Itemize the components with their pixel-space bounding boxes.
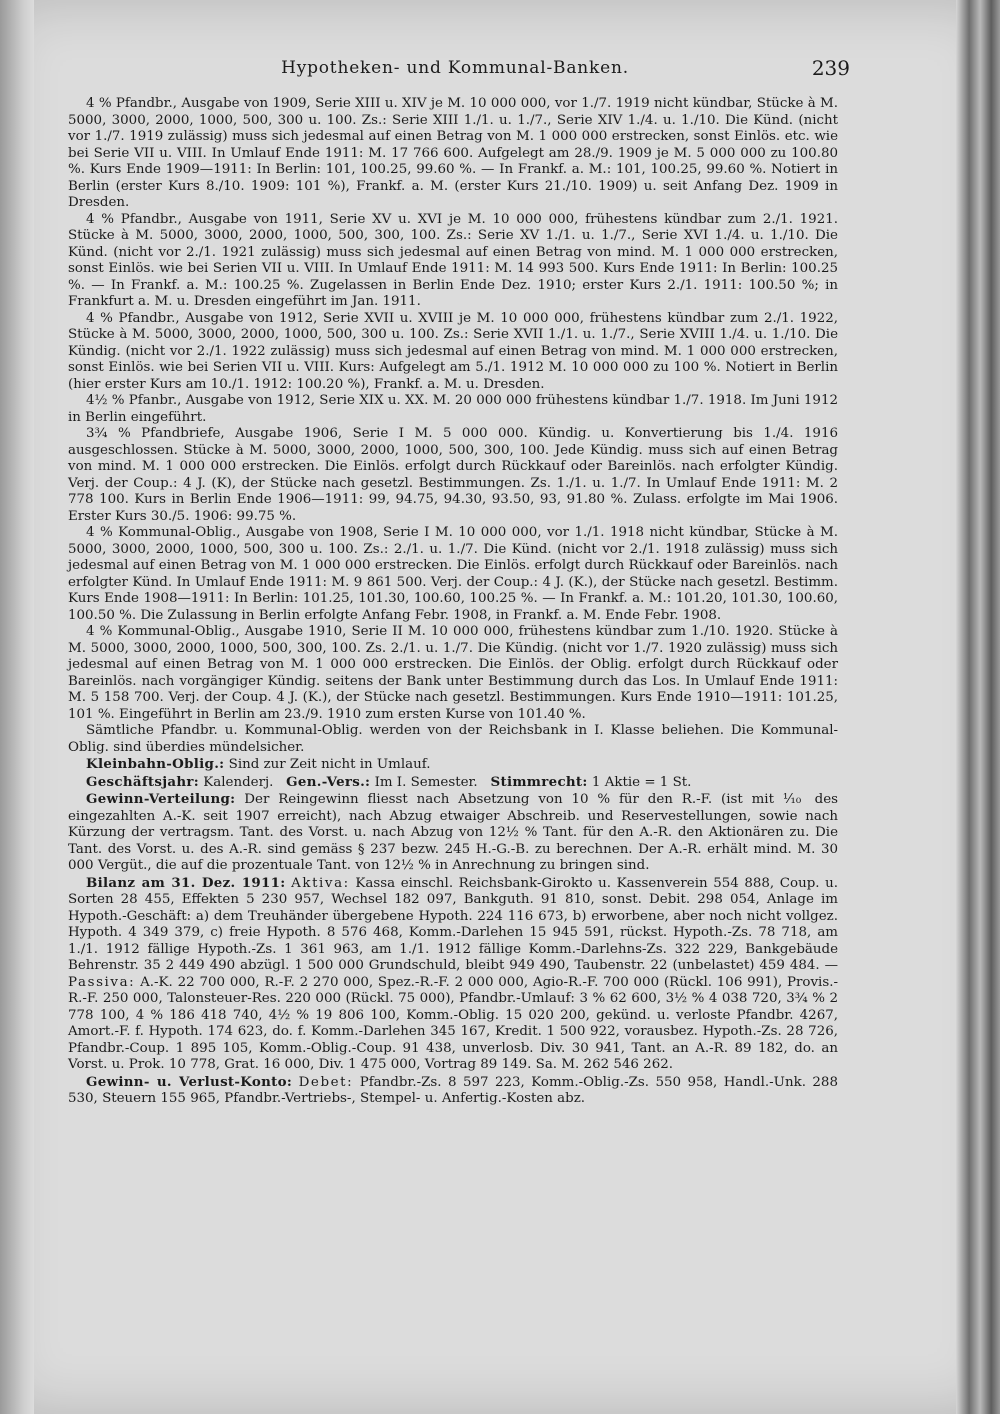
paragraph-kommunal-1908: 4 % Kommunal-Oblig., Ausgabe von 1908, Serie I M. 10 000 000, vor 1./1. 1918 nicht kündbar, Stücke à M. 5000, 3000, 2000, 1000, 500, 300 u. 100. Zs.: 2./1. u. 1./7. Die Künd. (nicht vor 2./1. 1918 zulässig) muss sich jedesmal auf einen Betrag von M. 1 000 000 erstrecken. Die Einlös. erfolgt durch Rückkauf oder Bareinlös. nach erfolgter Künd. In Umlauf Ende 1911: M. 9 861 500. Verj. der Coup.: 4 J. (K.), der Stücke nach gesetzl. Bestimm. Kurs Ende 1908—1911: In Berlin: 101.25, 101.30, 100.60, 100.25 %. — In Frankf. a. M.: 101.20, 101.30, 100.60, 100.50 %. Die Zulassung in Berlin erfolgte Anfang Febr. 1908, in Frankf. a. M. Ende Febr. 1908. bbox=[68, 525, 838, 623]
gen-vers-label: Gen.-Vers.: bbox=[286, 773, 371, 790]
kleinbahn-text: Sind zur Zeit nicht in Umlauf. bbox=[228, 757, 431, 772]
kleinbahn-line bbox=[68, 756, 838, 774]
page-edge-shadow bbox=[956, 0, 1000, 1414]
stimmrecht-label: Stimmrecht: bbox=[490, 773, 588, 790]
passiva-text: A.-K. 22 700 000, R.-F. 2 270 000, Spez.-R.-F. 2 000 000, Agio-R.-F. 700 000 (Rückl. 106 991), Provis.-R.-F. 250 000, Talonsteuer-Res. 220 000 (Rückl. 75 000), Pfandbr.-Umlauf: 3 % 62 600, 3½ % 4 038 720, 3¾ % 2 778 100, 4 % 186 418 740, 4½ % 19 806 100, Komm.-Oblig. 15 020 200, gekünd. u. verloste Pfandbr. 4267, Amort.-F. f. Hypoth. 174 623, do. f. Komm.-Darlehen 345 167, Kredit. 1 500 922, vorausbez. Hypoth.-Zs. 28 726, Pfandbr.-Coup. 1 895 105, Komm.-Oblig.-Coup. 91 438, unverlosb. Div. 30 941, Tant. an A.-R. 89 182, do. an Vorst. u. Prok. 10 778, Grat. 16 000, Div. 1 475 000, Vortrag 89 149. Sa. M. 262 546 262. bbox=[68, 974, 838, 1072]
page-number: 239 bbox=[811, 56, 850, 80]
debet-label: Debet: bbox=[298, 1074, 354, 1090]
page-header bbox=[60, 52, 850, 86]
gewinn-label: Gewinn-Verteilung: bbox=[86, 791, 236, 807]
gewinn-verlust-konto bbox=[68, 1074, 838, 1108]
paragraph-kommunal-1910: 4 % Kommunal-Oblig., Ausgabe 1910, Serie II M. 10 000 000, frühestens kündbar zum 1./10. 1920. Stücke à M. 5000, 3000, 2000, 1000, 500, 300, 100. Zs. 2./1. u. 1./7. Die Kündig. (nicht vor 1./7. 1920 zulässig) muss sich jedesmal auf einen Betrag von M. 1 000 000 erstrecken. Die Einlös. der Oblig. erfolgt durch Rückkauf oder Bareinlös. nach vorgängiger Kündig. seitens der Bank unter Bestimmung durch das Los. In Umlauf Ende 1911: M. 5 158 700. Verj. der Coup. 4 J. (K.), der Stücke nach gesetzl. Bestimmungen. Kurs Ende 1910—1911: 101.25, 101 %. Eingeführt in Berlin am 23./9. 1910 zum ersten Kurse von 101.40 %. bbox=[68, 624, 838, 722]
stimmrecht-text: 1 Aktie = 1 St. bbox=[591, 774, 692, 790]
debet-text: Pfandbr.-Zs. 8 597 223, Komm.-Oblig.-Zs. 550 958, Handl.-Unk. 288 530, Steuern 155 965, Pfandbr.-Vertriebs-, Stempel- u. Anfertig.-Kosten abz. bbox=[68, 1074, 838, 1106]
paragraph-pfandbr-1911: 4 % Pfandbr., Ausgabe von 1911, Serie XV u. XVI je M. 10 000 000, frühestens kündbar zum 2./1. 1921. Stücke à M. 5000, 3000, 2000, 1000, 500, 300, 100. Zs.: Serie XV 1./1. u. 1./7., Serie XVI 1./4. u. 1./10. Die Künd. (nicht vor 2./1. 1921 zulässig) muss sich jedesmal auf einen Betrag von mind. M. 1 000 000 erstrecken, sonst Einlös. wie bei Serien VII u. VIII. In Umlauf Ende 1911: M. 14 993 500. Kurs Ende 1911: In Berlin: 100.25 %. — In Frankf. a. M.: 100.25 %. Zugelassen in Berlin Ende Dez. 1910; erster Kurs 2./1. 1911: 100.50 %; in Frankfurt a. M. u. Dresden eingeführt im Jan. 1911. bbox=[68, 211, 838, 309]
passiva-label: Passiva: bbox=[68, 974, 136, 990]
geschaeftsjahr-label: Geschäftsjahr: bbox=[86, 773, 199, 790]
kleinbahn-label: Kleinbahn-Oblig.: bbox=[86, 756, 225, 772]
paragraph-pfandbr-1912: 4 % Pfandbr., Ausgabe von 1912, Serie XVII u. XVIII je M. 10 000 000, frühestens kündbar zum 2./1. 1922, Stücke à M. 5000, 3000, 2000, 1000, 500, 300 u. 100. Zs.: Serie XVII 1./1. u. 1./7., Serie XVIII 1./4. u. 1./10. Die Kündig. (nicht vor 2./1. 1922 zulässig) muss sich jedesmal auf einen Betrag von mind. M. 1 000 000 erstrecken, sonst Einlös. wie bei Serien VII u. VIII. Kurs: Aufgelegt am 5./1. 1912 M. 10 000 000 zu 100 %. Notiert in Berlin (hier erster Kurs am 10./1. 1912: 100.20 %), Frankf. a. M. u. Dresden. bbox=[68, 310, 838, 392]
page-gutter-shadow bbox=[0, 0, 34, 1414]
aktiva-text: Kassa einschl. Reichsbank-Girokto u. Kassenverein 554 888, Coup. u. Sorten 28 455, Effekten 5 230 957, Wechsel 182 097, Bankguth. 91 810, sonst. Debit. 298 054, Anlage im Hypoth.-Geschäft: a) dem Treuhänder übergebene Hypoth. 224 116 673, b) erworbene, aber noch nicht vollgez. Hypoth. 4 349 379, c) freie Hypoth. 8 576 468, Komm.-Darlehen 15 945 591, rückst. Hypoth.-Zs. 78 718, am 1./1. 1912 fällige Hypoth.-Zs. 1 361 963, am 1./1. 1912 fällige Komm.-Darlehns-Zs. 322 229, Bankgebäude Behrenstr. 35 2 449 490 abzügl. 1 500 000 Grundschuld, bleibt 949 490, Taubenstr. 22 (unbelastet) 459 484. — bbox=[68, 875, 839, 973]
paragraph-pfandbr-1909: 4 % Pfandbr., Ausgabe von 1909, Serie XIII u. XIV je M. 10 000 000, vor 1./7. 1919 nicht kündbar, Stücke à M. 5000, 3000, 2000, 1000, 500, 300 u. 100. Zs.: Serie XIII 1./1. u. 1./7., Serie XIV 1./4. u. 1./10. Die Künd. (nicht vor 1./7. 1919 zulässig) muss sich jedesmal auf einen Betrag von M. 1 000 000 erstrecken, sonst Einlös. etc. wie bei Serie VII u. VIII. In Umlauf Ende 1911: M. 17 766 600. Aufgelegt am 28./9. 1909 je M. 5 000 000 zu 100.80 %. Kurs Ende 1909—1911: In Berlin: 101, 100.25, 99.60 %. — In Frankf. a. M.: 101, 100.25, 99.60 %. Notiert in Berlin (erster Kurs 8./10. 1909: 101 %), Frankf. a. M. (erster Kurs 21./10. 1909) u. seit Anfang Dez. 1909 in Dresden. bbox=[68, 96, 838, 210]
gewinn-verteilung bbox=[68, 791, 838, 875]
body-text bbox=[68, 96, 838, 1108]
paragraph-pfandbriefe-1906: 3¾ % Pfandbriefe, Ausgabe 1906, Serie I M. 5 000 000. Kündig. u. Konvertierung bis 1./4. 1916 ausgeschlossen. Stücke à M. 5000, 3000, 2000, 1000, 500, 300, 100. Jede Kündig. muss sich auf einen Betrag von mind. M. 1 000 000 erstrecken. Die Einlös. erfolgt durch Rückkauf oder Bareinlös. nach erfolgter Kündig. Verj. der Coup.: 4 J. (K), der Stücke nach gesetzl. Bestimmungen. Zs. 1./1. u. 1./7. In Umlauf Ende 1911: M. 2 778 100. Kurs in Berlin Ende 1906—1911: 99, 94.75, 94.30, 93.50, 93, 91.80 %. Zulass. erfolgte im Mai 1906. Erster Kurs 30./5. 1906: 99.75 %. bbox=[68, 426, 838, 524]
gv-konto-label: Gewinn- u. Verlust-Konto: bbox=[86, 1073, 293, 1090]
bilanz-label: Bilanz am 31. Dez. 1911: bbox=[86, 874, 286, 891]
geschaeft-line bbox=[68, 774, 838, 792]
paragraph-reichsbank: Sämtliche Pfandbr. u. Kommunal-Oblig. werden von der Reichsbank in I. Klasse beliehen. Die Kommunal-Oblig. sind überdies mündelsicher. bbox=[68, 723, 838, 755]
gewinn-text: Der Reingewinn fliesst nach Absetzung von 10 % für den R.-F. (ist mit ⅒ des eingezahlten A.-K. seit 1907 erreicht), nach Abzug etwaiger Abschreib. und Reservestellungen, sowie nach Kürzung der vertragsm. Tant. des Vorst. u. nach Abzug von 12½ % Tant. für den A.-R. den Aktionären zu. Die Tant. des Vorst. u. des A.-R. sind gemäss § 237 bezw. 245 H.-G.-B. zu berechnen. Der A.-R. erhält mind. M. 30 000 Vergüt., die auf die prozentuale Tant. von 12½ % in Anrechnung zu bringen sind. bbox=[68, 792, 838, 873]
geschaeftsjahr-text: Kalenderj. bbox=[203, 774, 274, 790]
aktiva-label: Aktiva: bbox=[291, 875, 350, 891]
gen-vers-text: Im I. Semester. bbox=[374, 774, 478, 790]
running-head: Hypotheken- und Kommunal-Banken. bbox=[281, 58, 629, 78]
paragraph-pfandbr-4-5-1912: 4½ % Pfanbr., Ausgabe von 1912, Serie XIX u. XX. M. 20 000 000 frühestens kündbar 1./7. 1918. Im Juni 1912 in Berlin eingeführt. bbox=[68, 393, 838, 425]
bilanz bbox=[68, 875, 838, 1074]
